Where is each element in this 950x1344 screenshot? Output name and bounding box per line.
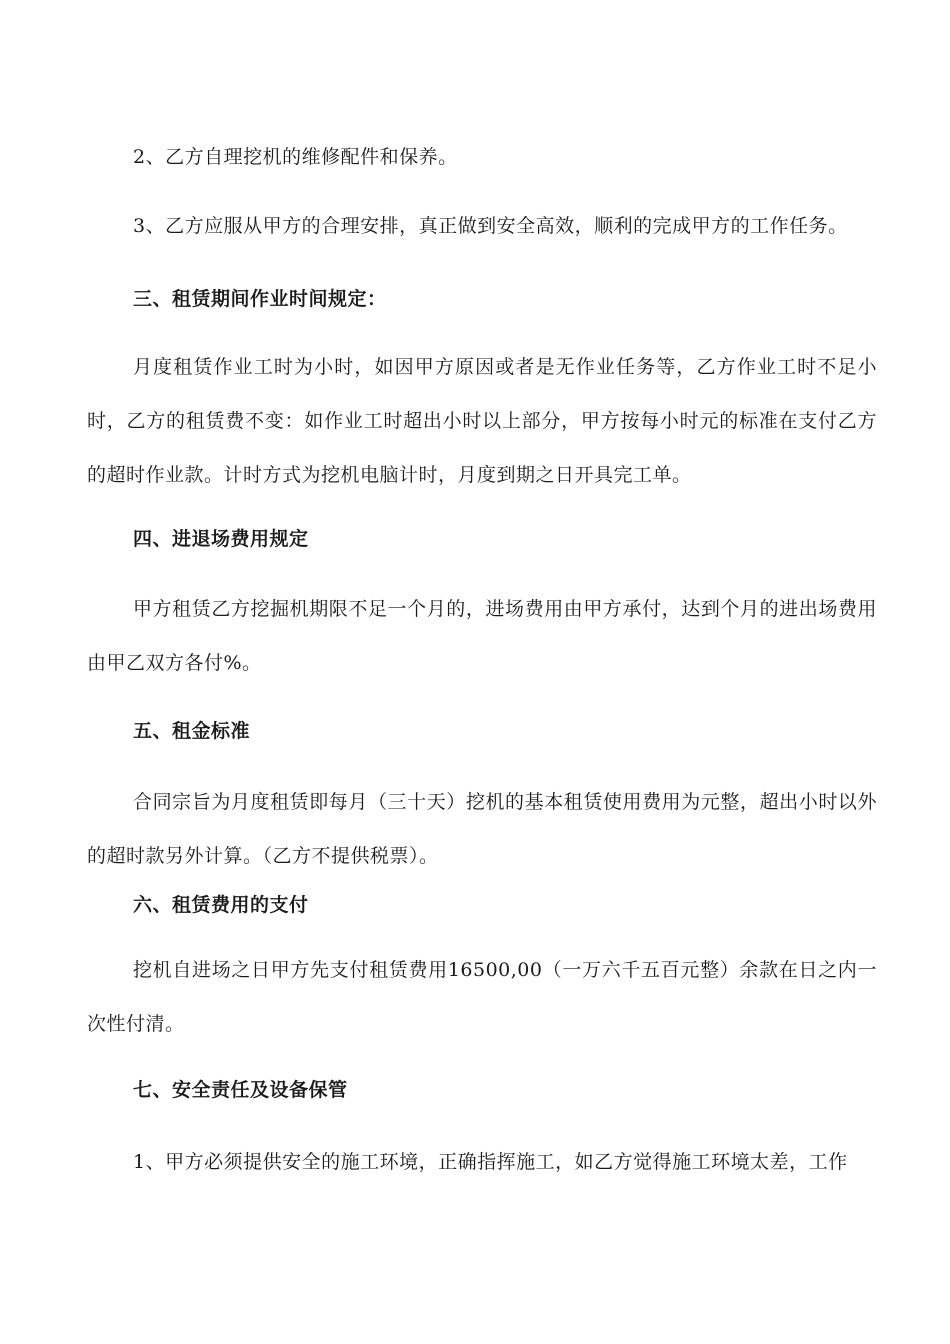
section-5-body: 合同宗旨为月度租赁即每月（三十天）挖机的基本租赁使用费用为元整，超出小时以外的超时款另外计算。（乙方不提供税票）。 [87, 791, 877, 867]
section-7-heading: 七、安全责任及设备保管 [133, 1079, 348, 1101]
section-4-body: 甲方租赁乙方挖掘机期限不足一个月的，进场费用由甲方承付，达到个月的进出场费用由甲乙双方各付%。 [87, 598, 877, 674]
section-6-body: 挖机自进场之日甲方先支付租赁费用16500,00（一万六千五百元整）余款在日之内一次性付清。 [87, 959, 877, 1035]
section-6-heading: 六、租赁费用的支付 [133, 894, 309, 916]
section-3-heading: 三、租赁期间作业时间规定： [133, 288, 387, 310]
section-7-clause-1: 1、甲方必须提供安全的施工环境，正确指挥施工，如乙方觉得施工环境太差，工作 [133, 1151, 848, 1173]
section-4-heading: 四、进退场费用规定 [133, 528, 309, 550]
section-5-heading: 五、租金标准 [133, 720, 251, 742]
clause-2-2: 2、乙方自理挖机的维修配件和保养。 [133, 146, 458, 168]
section-3-body: 月度租赁作业工时为小时，如因甲方原因或者是无作业任务等，乙方作业工时不足小时，乙方的租赁费不变：如作业工时超出小时以上部分，甲方按每小时元的标准在支付乙方的超时作业款。计时方式为挖机电脑计时，月度到期之日开具完工单。 [87, 356, 877, 486]
clause-2-3: 3、乙方应服从甲方的合理安排，真正做到安全高效，顺利的完成甲方的工作任务。 [133, 215, 848, 237]
